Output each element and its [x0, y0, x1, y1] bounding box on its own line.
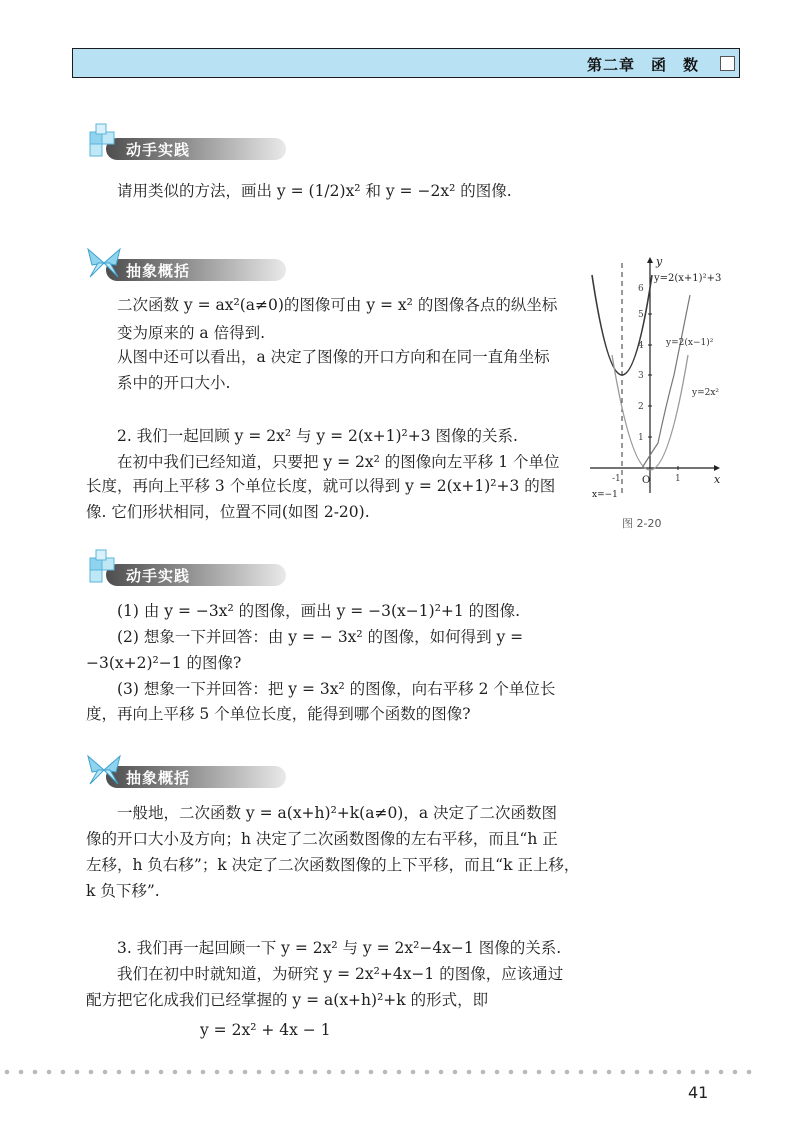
text-line: k 负下移”. [86, 882, 160, 900]
puzzle-blocks-icon [84, 122, 124, 162]
text-line: 系中的开口大小. [117, 374, 231, 392]
curve-label: y=2x² [692, 388, 720, 398]
page-number: 41 [688, 1083, 709, 1102]
text-line: 像的开口大小及方向；h 决定了二次函数图像的左右平移，而且“h 正 [86, 830, 558, 848]
text-line: (1) 由 y = −3x² 的图像，画出 y = −3(x−1)²+1 的图像. [117, 602, 521, 620]
curve-label: y=2(x−1)² [666, 338, 714, 348]
section-practice-2 [84, 548, 304, 588]
text-line: 长度，再向上平移 3 个单位长度，就可以得到 y = 2(x+1)²+3 的图 [86, 477, 556, 495]
figure-caption: 图 2-20 [622, 517, 662, 530]
tick-label: -1 [612, 474, 621, 484]
chapter-header [72, 48, 740, 78]
x-axis-arrow [714, 465, 720, 471]
tick-label: 1 [638, 433, 644, 443]
header-tab-marker [720, 56, 735, 71]
text-line: 配方把它化成我们已经掌握的 y = a(x+h)²+k 的形式，即 [86, 991, 489, 1009]
tick-label: 5 [638, 310, 644, 320]
tick-label: 2 [638, 402, 644, 412]
section-abstract-1 [84, 243, 304, 283]
y-axis-arrow [647, 257, 653, 263]
section-label: 抽象概括 [126, 769, 191, 787]
text-line: 一般地，二次函数 y = a(x+h)²+k(a≠0)，a 决定了二次函数图 [117, 804, 558, 822]
section-label: 抽象概括 [126, 262, 191, 280]
text-line: 左移，h 负右移”；k 决定了二次函数图像的上下平移，而且“k 正上移， [86, 856, 580, 874]
text-line: 变为原来的 a 倍得到. [117, 324, 266, 342]
text-line: (3) 想象一下并回答：把 y = 3x² 的图像，向右平移 2 个单位长 [117, 680, 556, 698]
section-practice-1 [84, 122, 304, 162]
text-line: 在初中我们已经知道，只要把 y = 2x² 的图像向左平移 1 个单位 [117, 453, 560, 471]
footer-dotted-rule [0, 1068, 760, 1076]
text-line: 像. 它们形状相同，位置不同(如图 2-20). [86, 503, 370, 521]
text-line: 请用类似的方法，画出 y = (1/2)x² 和 y = −2x² 的图像. [117, 182, 512, 200]
equation-line: y = 2x² + 4x − 1 [200, 1021, 331, 1039]
y-axis-label: y [656, 255, 663, 268]
butterfly-icon [84, 750, 124, 790]
origin-label: O [642, 475, 651, 486]
chapter-title: 第二章 函 数 [586, 56, 699, 74]
text-line: 从图中还可以看出，a 决定了图像的开口方向和在同一直角坐标 [117, 348, 550, 366]
section-label: 动手实践 [126, 567, 191, 585]
text-line: 度，再向上平移 5 个单位长度，能得到哪个函数的图像? [86, 705, 471, 723]
text-line: (2) 想象一下并回答：由 y = − 3x² 的图像，如何得到 y = [117, 628, 524, 646]
text-line: 2. 我们一起回顾 y = 2x² 与 y = 2(x+1)²+3 图像的关系. [117, 427, 518, 445]
text-line: −3(x+2)²−1 的图像? [86, 654, 242, 672]
section-abstract-2 [84, 750, 304, 790]
tick-label: 3 [638, 371, 644, 381]
puzzle-blocks-icon [84, 548, 124, 588]
asymptote-label: x=−1 [592, 490, 618, 500]
x-axis-label: x [714, 473, 721, 486]
parabola-figure [582, 255, 732, 505]
butterfly-icon [84, 243, 124, 283]
text-line: 3. 我们再一起回顾一下 y = 2x² 与 y = 2x²−4x−1 图像的关系. [117, 939, 562, 957]
curve-label: y=2(x+1)²+3 [654, 273, 722, 284]
text-line: 我们在初中时就知道，为研究 y = 2x²+4x−1 的图像，应该通过 [117, 965, 564, 983]
tick-label: 6 [638, 284, 644, 294]
section-label: 动手实践 [126, 141, 191, 159]
tick-label: 4 [638, 341, 644, 351]
text-line: 二次函数 y = ax²(a≠0)的图像可由 y = x² 的图像各点的纵坐标 [117, 296, 558, 314]
tick-label: 1 [675, 474, 681, 484]
